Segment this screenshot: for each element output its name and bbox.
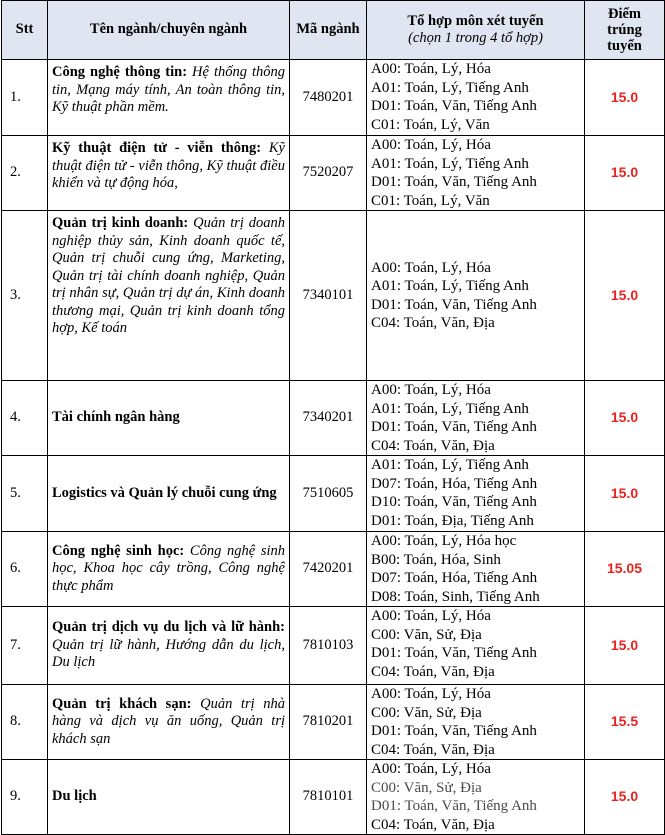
table-row (2, 136, 665, 211)
row-score: 15.5 (585, 685, 665, 760)
table-body (2, 60, 665, 835)
row-major-code: 7340201 (290, 381, 367, 456)
header-row (2, 1, 665, 60)
combo-item: A01: Toán, Lý, Tiếng Anh (371, 400, 529, 417)
combo-item: D01: Toán, Văn, Tiếng Anh (371, 645, 537, 661)
combo-item: C00: Văn, Sử, Địa (371, 626, 482, 643)
row-major-name: Công nghệ thông tin: (52, 64, 188, 80)
row-stt: 5. (2, 456, 48, 532)
row-major-name: Kỹ thuật điện tử - viễn thông: (52, 140, 262, 156)
combo-item: A01: Toán, Lý, Tiếng Anh (371, 155, 529, 172)
combo-item: C00: Văn, Sử, Địa (371, 704, 482, 721)
row-major-cell (48, 532, 290, 607)
row-major-code: 7810201 (290, 685, 367, 760)
row-score: 15.0 (585, 136, 665, 211)
row-combo-list (367, 381, 585, 456)
table-row (2, 760, 665, 835)
row-specializations: Quản trị lữ hành, Hướng dẫn du lịch, Du lịch (52, 636, 285, 671)
row-major-cell (48, 607, 290, 685)
header-score-line3: tuyển (607, 38, 642, 54)
row-combo-list (367, 211, 585, 381)
row-score: 15.0 (585, 60, 665, 136)
row-major-code: 7480201 (290, 60, 367, 136)
row-score: 15.0 (585, 760, 665, 835)
row-stt: 2. (2, 136, 48, 211)
table-row (2, 685, 665, 760)
row-specializations: Hệ thống thông tin, Mạng máy tính, An toàn thông tin, Kỹ thuật phần mềm. (52, 64, 286, 115)
row-combo-list (367, 760, 585, 835)
combo-item: D07: Toán, Hóa, Tiếng Anh (371, 475, 538, 492)
combo-item: C01: Toán, Lý, Văn (371, 192, 490, 209)
row-stt: 7. (2, 607, 48, 685)
combo-item: A00: Toán, Lý, Hóa (371, 686, 491, 702)
combo-item: A00: Toán, Lý, Hóa (371, 61, 491, 77)
row-major-cell (48, 136, 290, 211)
row-major-name: Công nghệ sinh học: (52, 542, 185, 559)
row-major-name: Logistics và Quản lý chuỗi cung ứng (52, 484, 277, 501)
combo-item: D01: Toán, Văn, Tiếng Anh (371, 419, 537, 435)
row-major-name: Quản trị kinh doanh: (52, 215, 189, 231)
row-score: 15.0 (585, 381, 665, 456)
row-major-cell (48, 456, 290, 532)
row-stt: 6. (2, 532, 48, 607)
combo-item: D01: Toán, Văn, Tiếng Anh (371, 174, 537, 190)
combo-item: A01: Toán, Lý, Tiếng Anh (371, 457, 529, 473)
header-combo-subtitle: (chọn 1 trong 4 tổ hợp) (408, 30, 543, 46)
header-combo (367, 1, 585, 60)
header-score-line1: Điểm (607, 6, 641, 22)
combo-item: A00: Toán, Lý, Hóa (371, 137, 491, 153)
combo-item: C01: Toán, Lý, Văn (371, 116, 490, 133)
combo-item: C04: Toán, Văn, Địa (371, 315, 495, 331)
row-major-code: 7420201 (290, 532, 367, 607)
table-row (2, 211, 665, 381)
row-stt: 3. (2, 211, 48, 381)
table-row (2, 607, 665, 685)
row-major-name: Quản trị khách sạn: (52, 695, 192, 712)
row-stt: 9. (2, 760, 48, 835)
combo-item: A01: Toán, Lý, Tiếng Anh (371, 278, 529, 294)
table-row (2, 60, 665, 136)
combo-item: D01: Toán, Văn, Tiếng Anh (371, 98, 537, 114)
table-row (2, 456, 665, 532)
row-specializations: Công nghệ sinh học, Khoa học cây trồng, Công nghệ thực phẩm (52, 542, 286, 594)
combo-item: A00: Toán, Lý, Hóa (371, 608, 491, 624)
header-combo-title: Tổ hợp môn xét tuyển (407, 12, 544, 29)
row-combo-list (367, 532, 585, 607)
table-row (2, 532, 665, 607)
combo-item: A00: Toán, Lý, Hóa học (371, 533, 517, 549)
row-combo-list (367, 136, 585, 211)
row-score: 15.0 (585, 456, 665, 532)
row-major-name: Tài chính ngân hàng (52, 409, 180, 426)
row-score: 15.0 (585, 607, 665, 685)
combo-item: C04: Toán, Văn, Địa (371, 663, 495, 680)
combo-item: D01: Toán, Văn, Tiếng Anh (371, 798, 537, 814)
combo-item: C00: Văn, Sử, Địa (371, 779, 482, 796)
header-stt: Stt (2, 1, 48, 60)
row-major-name: Du lịch (52, 788, 97, 805)
combo-item: D07: Toán, Hóa, Tiếng Anh (371, 570, 538, 586)
row-major-code: 7810103 (290, 607, 367, 685)
row-combo-list (367, 607, 585, 685)
row-combo-list (367, 60, 585, 136)
combo-item: B00: Toán, Hóa, Sinh (371, 551, 501, 568)
row-specializations: Quản trị doanh nghiệp thủy sản, Kinh doanh quốc tế, Quản trị chuỗi cung ứng, Marketing, Quản trị tài chính doanh nghiệp, Quản trị nhân sự, Quản trị dự án, Kinh doanh thương mại, Quản trị kinh doanh tổng hợp, Kế toán (52, 215, 286, 336)
row-score: 15.05 (585, 532, 665, 607)
row-major-code: 7510605 (290, 456, 367, 532)
combo-item: C04: Toán, Văn, Địa (371, 741, 495, 758)
combo-item: D08: Toán, Sinh, Tiếng Anh (371, 588, 540, 605)
row-major-name: Quản trị dịch vụ du lịch và lữ hành: (52, 619, 285, 636)
combo-item: C04: Toán, Văn, Địa (371, 437, 495, 454)
header-code: Mã ngành (290, 1, 367, 60)
row-major-code: 7810101 (290, 760, 367, 835)
combo-item: D10: Toán, Văn, Tiếng Anh (371, 494, 537, 510)
header-score (585, 1, 665, 60)
combo-item: C04: Toán, Văn, Địa (371, 816, 495, 833)
table-row (2, 381, 665, 456)
row-major-code: 7520207 (290, 136, 367, 211)
combo-item: D01: Toán, Địa, Tiếng Anh (371, 512, 534, 529)
combo-item: A00: Toán, Lý, Hóa (371, 761, 491, 777)
row-major-cell (48, 381, 290, 456)
combo-item: A01: Toán, Lý, Tiếng Anh (371, 79, 529, 96)
row-major-cell (48, 760, 290, 835)
combo-item: A00: Toán, Lý, Hóa (371, 259, 491, 276)
row-combo-list (367, 456, 585, 532)
row-major-code: 7340101 (290, 211, 367, 381)
admission-score-table (1, 0, 665, 835)
combo-item: D01: Toán, Văn, Tiếng Anh (371, 296, 537, 313)
row-combo-list (367, 685, 585, 760)
row-stt: 1. (2, 60, 48, 136)
combo-item: D01: Toán, Văn, Tiếng Anh (371, 723, 537, 739)
row-score: 15.0 (585, 211, 665, 381)
combo-item: A00: Toán, Lý, Hóa (371, 382, 491, 398)
header-major: Tên ngành/chuyên ngành (48, 1, 290, 60)
row-major-cell (48, 60, 290, 136)
row-specializations: Quản trị nhà hàng và dịch vụ ăn uống, Quản trị khách sạn (52, 695, 285, 747)
row-stt: 4. (2, 381, 48, 456)
row-stt: 8. (2, 685, 48, 760)
row-major-cell (48, 211, 290, 381)
row-major-cell (48, 685, 290, 760)
row-specializations: Kỹ thuật điện tử - viễn thông, Kỹ thuật điều khiển và tự động hóa, (52, 140, 285, 191)
header-score-line2: trúng (607, 22, 642, 38)
